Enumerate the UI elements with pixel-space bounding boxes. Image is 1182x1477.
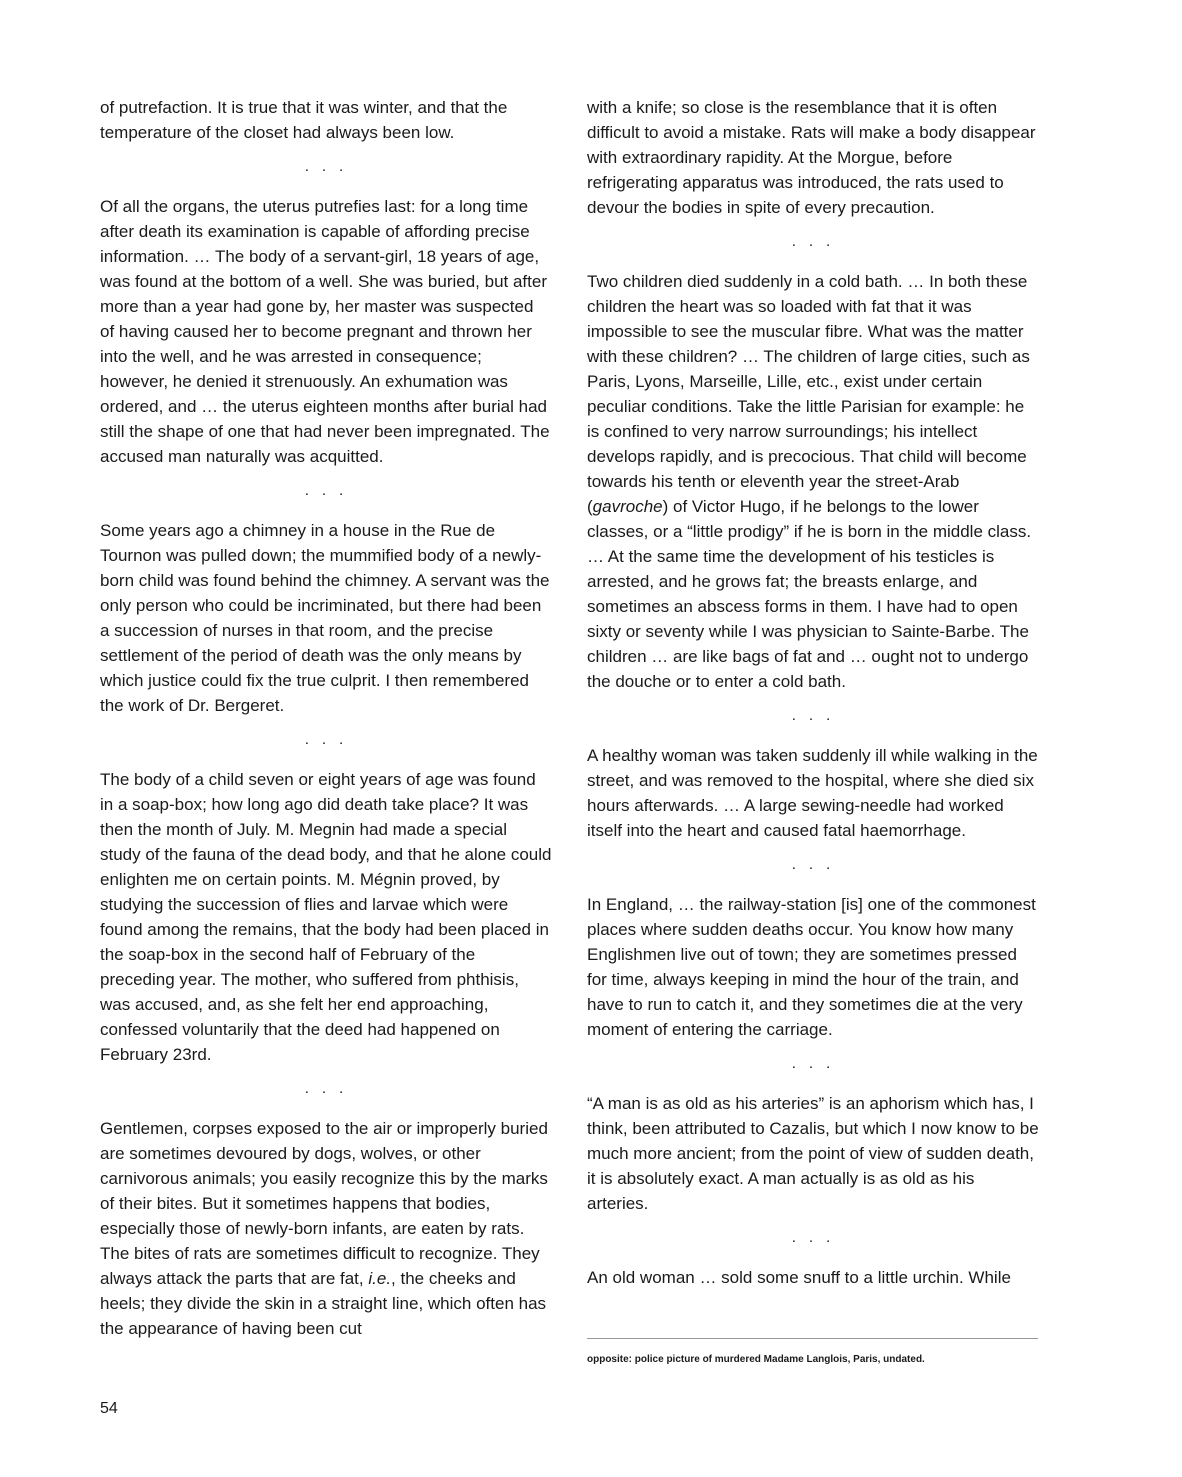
section-separator: · · · xyxy=(791,1232,835,1249)
section-separator: · · · xyxy=(791,710,835,727)
section-separator: · · · xyxy=(304,734,348,751)
paragraph: “A man is as old as his arteries” is an aphorism which has, I think, been attributed to Cazalis, but which I now know to be much more ancient; from the point of view of sudden death, it is absolutely exact. A man actually is as old as his arteries. xyxy=(587,1094,1039,1213)
text-run: ) of Victor Hugo, if he belongs to the lower classes, or a “little prodigy” if he is born in the middle class. … At the same time the development of his testicles is arrested, and he grows fat; the breasts enlarge, and sometimes an abscess forms in them. I have had to open sixty or seventy while I was physician to Sainte-Barbe. The children … are like bags of fat and … ought not to undergo the douche or to enter a cold bath. xyxy=(587,497,1032,691)
paragraph: of putrefaction. It is true that it was winter, and that the temperature of the closet had always been low. xyxy=(100,98,508,142)
paragraph: Of all the organs, the uterus putrefies last: for a long time after death its examination is capable of affording precise information. … The body of a servant-girl, 18 years of age, was found at the bottom of a well. She was buried, but after more than a year had gone by, her master was suspected of having caused her to become pregnant and thrown her into the well, and he was arrested in consequence; however, he denied it strenuously. An exhumation was ordered, and … the uterus eighteen months after burial had still the shape of one that had never been impregnated. The accused man naturally was acquitted. xyxy=(100,197,550,466)
section-separator: · · · xyxy=(304,161,348,178)
section-separator: · · · xyxy=(304,485,348,502)
text-run: Two children died suddenly in a cold bath. … In both these children the heart was so loaded with fat that it was impossible to see the muscular fibre. What was the matter with these children? … The children of large cities, such as Paris, Lyons, Marseille, Lille, etc., exist under certain peculiar conditions. Take the little Parisian for example: he is confined to very narrow surroundings; his intellect develops rapidly, and is precocious. That child will become towards his tenth or eleventh year the street-Arab ( xyxy=(587,272,1030,516)
text-run: Gentlemen, corpses exposed to the air or improperly buried are sometimes devoured by dogs, wolves, or other carnivorous animals; you easily recognize this by the marks of their bites. But it sometimes happens that bodies, especially those of newly-born infants, are eaten by rats. The bites of rats are sometimes difficult to recognize. They always attack the parts that are fat, xyxy=(100,1119,548,1288)
right-column xyxy=(587,95,1039,1290)
section-separator: · · · xyxy=(791,859,835,876)
paragraph: In England, … the railway-station [is] one of the commonest places where sudden deaths occur. You know how many Englishmen live out of town; they are sometimes pressed for time, always keeping in mind the hour of the train, and have to run to catch it, and they sometimes die at the very moment of entering the carriage. xyxy=(587,895,1036,1039)
paragraph xyxy=(100,1116,552,1341)
italic-text: gavroche xyxy=(592,497,663,516)
paragraph xyxy=(587,269,1039,694)
left-column xyxy=(100,95,552,1341)
paragraph: The body of a child seven or eight years of age was found in a soap-box; how long ago did death take place? It was then the month of July. M. Megnin had made a special study of the fauna of the dead body, and that he alone could enlighten me on certain points. M. Mégnin proved, by studying the succession of flies and larvae which were found among the remains, that the body had been placed in the soap-box in the second half of February of the preceding year. The mother, who suffered from phthisis, was accused, and, as she felt her end approaching, confessed voluntarily that the deed had happened on February 23rd. xyxy=(100,770,552,1064)
section-separator: · · · xyxy=(791,1058,835,1075)
figure-caption: opposite: police picture of murdered Madame Langlois, Paris, undated. xyxy=(587,1354,925,1365)
section-separator: · · · xyxy=(791,236,835,253)
section-separator: · · · xyxy=(304,1083,348,1100)
paragraph: Some years ago a chimney in a house in the Rue de Tournon was pulled down; the mummified body of a newly-born child was found behind the chimney. A servant was the only person who could be incriminated, but there had been a succession of nurses in that room, and the precise settlement of the period of death was the only means by which justice could fix the true culprit. I then remembered the work of Dr. Bergeret. xyxy=(100,521,550,715)
page-number: 54 xyxy=(100,1400,118,1417)
paragraph: A healthy woman was taken suddenly ill while walking in the street, and was removed to the hospital, where she died six hours afterwards. … A large sewing-needle had worked itself into the heart and caused fatal haemorrhage. xyxy=(587,746,1038,840)
italic-text: i.e. xyxy=(368,1269,392,1288)
paragraph: An old woman … sold some snuff to a little urchin. While xyxy=(587,1268,1011,1287)
caption-rule xyxy=(587,1338,1038,1339)
text-run: , the cheeks and heels; they divide the skin in a straight line, which often has the appearance of having been cut xyxy=(100,1269,547,1338)
paragraph: with a knife; so close is the resemblance that it is often difficult to avoid a mistake. Rats will make a body disappear with extraordinary rapidity. At the Morgue, before refrigerating apparatus was introduced, the rats used to devour the bodies in spite of every precaution. xyxy=(587,98,1036,217)
